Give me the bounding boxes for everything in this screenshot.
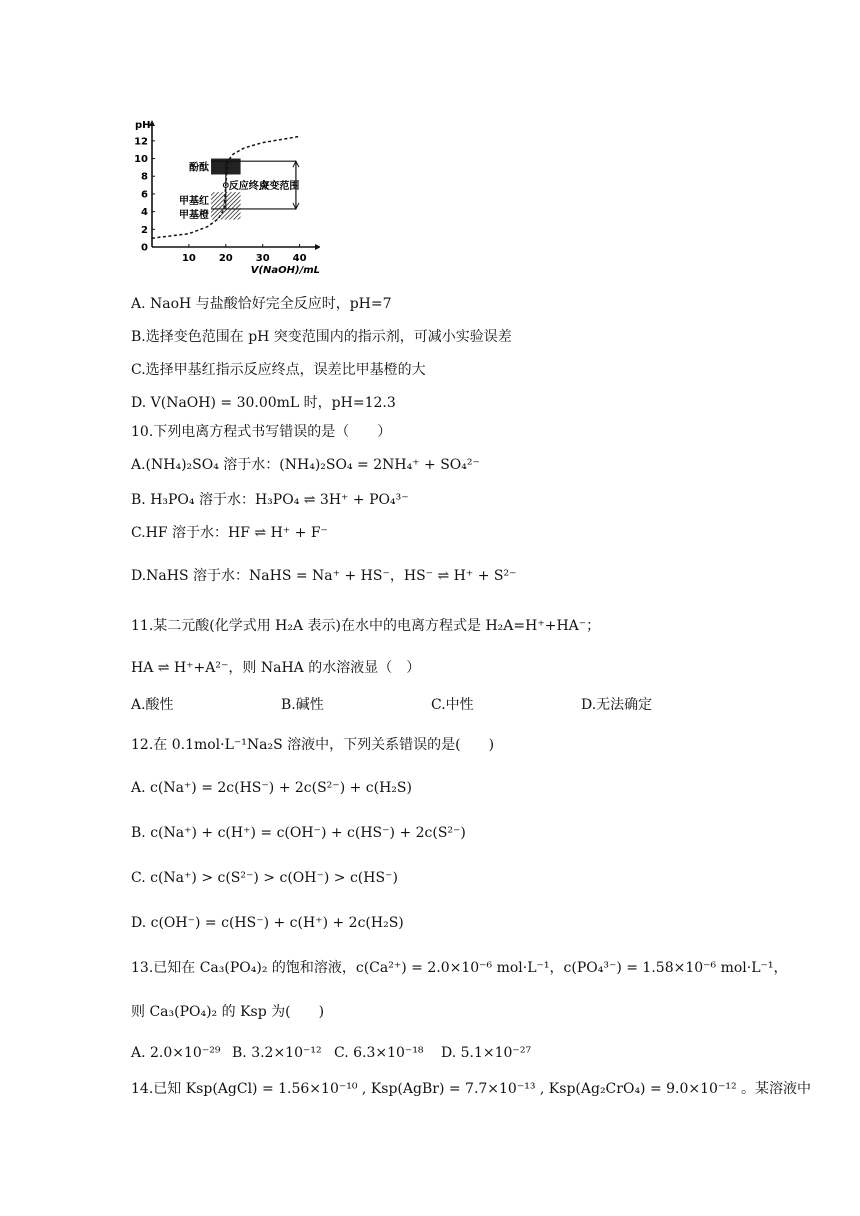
q12-option-a: A. c(Na⁺) = 2c(HS⁻) + 2c(S²⁻) + c(H₂S) <box>131 780 412 796</box>
q9-option-c: C.选择甲基红指示反应终点，误差比甲基橙的大 <box>131 362 426 378</box>
indicator-label: 甲基橙 <box>179 209 210 221</box>
annotation-endpoint: 反应终点 <box>228 181 269 193</box>
y-tick-label: 2 <box>141 224 148 236</box>
x-tick-label: 30 <box>255 253 270 264</box>
q14-stem: 14.已知 Ksp(AgCl) = 1.56×10⁻¹⁰ , Ksp(AgBr) = 7.7×10⁻¹³ , Ksp(Ag₂CrO₄) = 9.0×10⁻¹² 。某溶液中 <box>131 1081 812 1097</box>
y-tick-label: 6 <box>141 189 148 201</box>
indicator-range-bar <box>211 208 241 220</box>
q9-option-d: D. V(NaOH) = 30.00mL 时，pH=12.3 <box>131 395 396 411</box>
q9-option-a: A. NaoH 与盐酸恰好完全反应时，pH=7 <box>131 296 392 312</box>
q11-stem-2: HA ⇌ H⁺+A²⁻，则 NaHA 的水溶液显（ ） <box>131 660 421 676</box>
indicator-label: 甲基红 <box>179 196 210 208</box>
y-tick-label: 0 <box>141 242 148 254</box>
indicator-label: 酚酞 <box>189 162 210 174</box>
q9-option-b: B.选择变色范围在 pH 突变范围内的指示剂，可减小实验误差 <box>131 329 512 345</box>
q10-stem: 10.下列电离方程式书写错误的是（ ） <box>131 424 392 440</box>
q10-option-d: D.NaHS 溶于水：NaHS = Na⁺ + HS⁻，HS⁻ ⇌ H⁺ + S²⁻ <box>131 568 517 584</box>
y-axis-label: pH <box>135 120 151 131</box>
q11-option-b: B.碱性 <box>281 697 324 713</box>
q12-option-c: C. c(Na⁺) > c(S²⁻) > c(OH⁻) > c(HS⁻) <box>131 870 398 886</box>
q13-stem-2: 则 Ca₃(PO₄)₂ 的 Ksp 为( ) <box>131 1004 325 1020</box>
q11-option-d: D.无法确定 <box>581 697 653 713</box>
q11-stem-1: 11.某二元酸(化学式用 H₂A 表示)在水中的电离方程式是 H₂A=H⁺+HA⁻； <box>131 618 601 634</box>
y-tick-label: 4 <box>141 207 148 219</box>
titration-chart <box>120 112 320 282</box>
x-tick-label: 40 <box>292 253 307 264</box>
q13-option-a: A. 2.0×10⁻²⁹ <box>131 1045 221 1061</box>
q13-option-d: D. 5.1×10⁻²⁷ <box>441 1045 532 1061</box>
q10-option-c: C.HF 溶于水：HF ⇌ H⁺ + F⁻ <box>131 525 328 541</box>
q11-option-c: C.中性 <box>431 697 474 713</box>
q12-stem: 12.在 0.1mol·L⁻¹Na₂S 溶液中，下列关系错误的是( ) <box>131 737 495 753</box>
x-axis-label: V(NaOH)/mL <box>250 265 320 276</box>
annotation-jump-range: 突变范围 <box>259 181 300 193</box>
y-tick-label: 12 <box>134 136 148 148</box>
q11-option-a: A.酸性 <box>131 697 174 713</box>
q10-option-b: B. H₃PO₄ 溶于水：H₃PO₄ ⇌ 3H⁺ + PO₄³⁻ <box>131 492 409 508</box>
q13-option-c: C. 6.3×10⁻¹⁸ <box>334 1045 424 1061</box>
q12-option-d: D. c(OH⁻) = c(HS⁻) + c(H⁺) + 2c(H₂S) <box>131 915 404 931</box>
y-tick-label: 8 <box>141 171 148 183</box>
q13-stem-1: 13.已知在 Ca₃(PO₄)₂ 的饱和溶液，c(Ca²⁺) = 2.0×10⁻⁶ mol·L⁻¹，c(PO₄³⁻) = 1.58×10⁻⁶ mol·L⁻¹， <box>131 960 788 976</box>
q10-option-a: A.(NH₄)₂SO₄ 溶于水：(NH₄)₂SO₄ = 2NH₄⁺ + SO₄²⁻ <box>131 457 480 473</box>
x-axis-arrow <box>315 244 320 250</box>
q12-option-b: B. c(Na⁺) + c(H⁺) = c(OH⁻) + c(HS⁻) + 2c(S²⁻) <box>131 825 466 841</box>
y-tick-label: 10 <box>134 154 148 166</box>
x-tick-label: 20 <box>218 253 233 264</box>
x-tick-label: 10 <box>181 253 196 264</box>
q13-option-b: B. 3.2×10⁻¹² <box>232 1045 322 1061</box>
